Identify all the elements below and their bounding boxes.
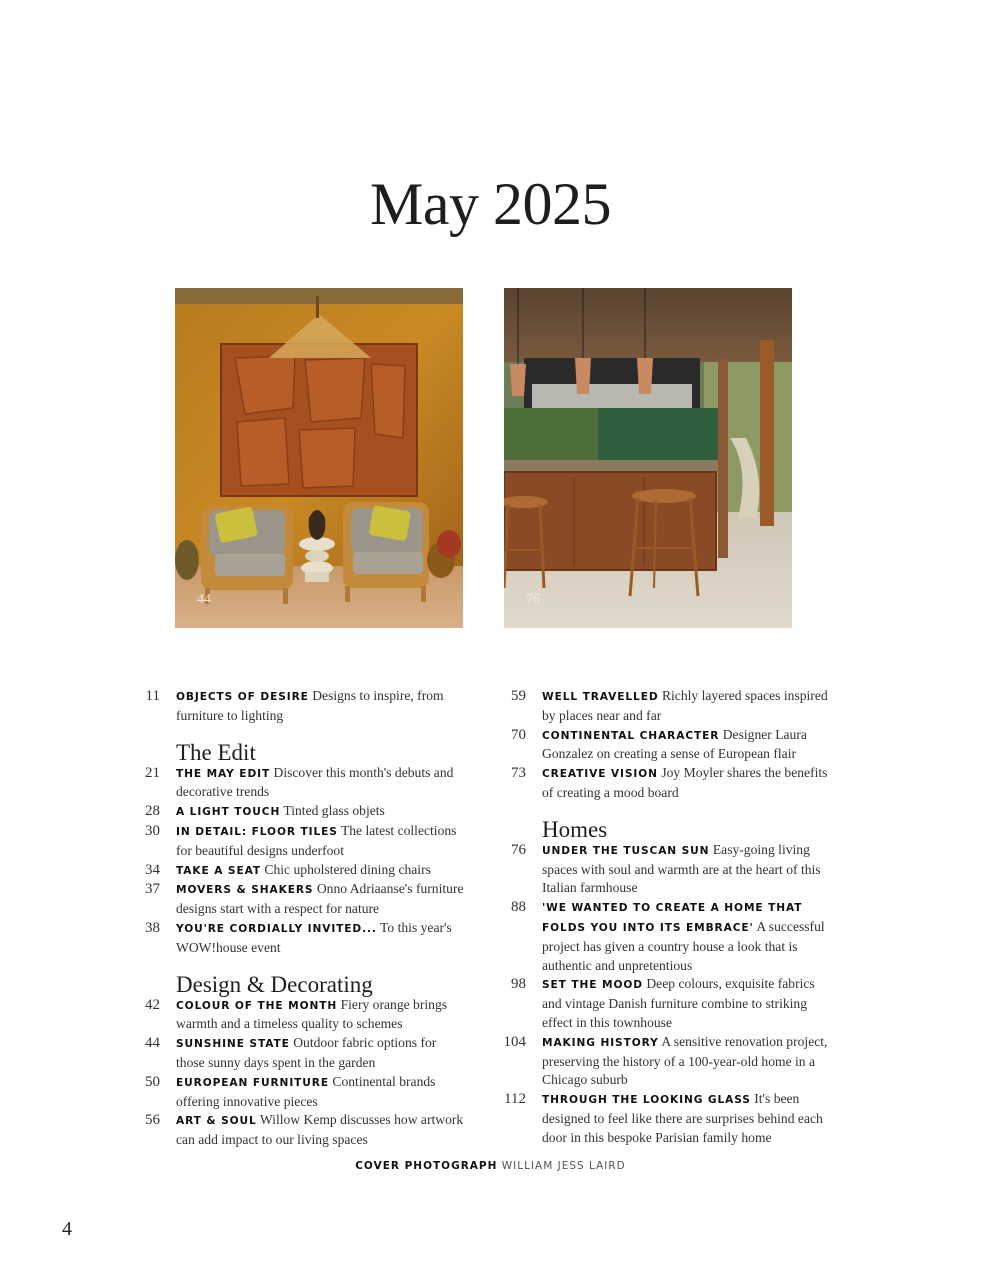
contents-entry[interactable] (145, 919, 468, 958)
entry-heading: 'WE WANTED TO CREATE A HOME THAT FOLDS YOU INTO ITS EMBRACE' (542, 902, 803, 934)
entry-page-number: 44 (145, 1035, 160, 1052)
entry-page-number: 21 (145, 764, 160, 781)
entry-heading: SET THE MOOD (542, 979, 643, 992)
contents-entry[interactable] (145, 1034, 468, 1073)
entry-heading: A LIGHT TOUCH (176, 806, 281, 819)
entry-description: Onno Adriaanse's furniture designs start with a respect for nature (176, 881, 464, 917)
entry-description: A sensitive renovation project, preserving the history of a 100-year-old home in a Chicago suburb (542, 1033, 828, 1088)
entry-heading: MOVERS & SHAKERS (176, 884, 314, 897)
entry-description: Tinted glass objets (283, 803, 385, 819)
entry-text (176, 764, 468, 803)
entry-heading: CONTINENTAL CHARACTER (542, 729, 720, 742)
contents-entry[interactable] (145, 996, 468, 1035)
photo-page-number: 44 (197, 592, 211, 607)
entry-page-number: 56 (145, 1112, 160, 1129)
contents-entry[interactable] (145, 764, 468, 803)
credit-label: COVER PHOTOGRAPH (355, 1160, 498, 1172)
page-title: May 2025 (370, 171, 611, 237)
entry-description: The latest collections for beautiful designs underfoot (176, 822, 457, 858)
entry-page-number: 30 (145, 822, 160, 839)
entry-text (542, 898, 834, 975)
entry-text (542, 1033, 834, 1090)
entry-heading: COLOUR OF THE MONTH (176, 999, 338, 1012)
entry-description: Discover this month's debuts and decorative trends (176, 764, 454, 800)
entry-text (542, 841, 834, 898)
entry-text (176, 1034, 468, 1073)
entry-description: Continental brands offering innovative pieces (176, 1073, 436, 1109)
entry-text (176, 687, 468, 726)
entry-heading: ART & SOUL (176, 1115, 257, 1128)
kitchen-photo-illustration (504, 288, 792, 628)
entry-text (176, 822, 468, 861)
entry-description: Fiery orange brings warmth and a timeless quality to schemes (176, 996, 448, 1032)
entry-heading: WELL TRAVELLED (542, 691, 659, 703)
contents-entry[interactable] (511, 726, 834, 765)
contents-entry[interactable] (511, 898, 834, 975)
entry-page-number: 70 (511, 726, 526, 743)
contents-entry[interactable] (145, 861, 468, 881)
entry-text (176, 1111, 468, 1150)
entry-page-number: 73 (511, 765, 526, 782)
contents-column-right (503, 687, 834, 1148)
entry-heading: UNDER THE TUSCAN SUN (542, 844, 710, 857)
entry-page-number: 104 (503, 1033, 526, 1050)
entry-heading: EUROPEAN FURNITURE (176, 1076, 329, 1089)
entry-heading: MAKING HISTORY (542, 1036, 659, 1049)
contents-entry[interactable] (145, 1073, 468, 1112)
entry-heading: YOU'RE CORDIALLY INVITED... (176, 922, 377, 935)
cover-photograph-credit (0, 1160, 981, 1172)
entry-heading: CREATIVE VISION (542, 768, 658, 781)
entry-page-number: 42 (145, 996, 160, 1013)
entry-page-number: 88 (511, 899, 526, 916)
photo-page-number: 76 (526, 592, 540, 607)
entry-text (176, 996, 468, 1035)
entry-page-number: 28 (145, 803, 160, 820)
entry-description: Richly layered spaces inspired by places near and far (542, 688, 828, 723)
entry-description: A successful project has given a country house a look that is authentic and unpretentious (542, 918, 825, 973)
contents-entry[interactable] (145, 880, 468, 919)
entry-description: Designer Laura Gonzalez on creating a sense of European flair (542, 726, 807, 762)
entry-heading: IN DETAIL: FLOOR TILES (176, 825, 338, 838)
entry-description: It's been designed to feel like there are surprises behind each door in this bespoke Parisian family home (542, 1091, 823, 1145)
entry-page-number: 37 (145, 881, 160, 898)
entry-heading: THROUGH THE LOOKING GLASS (542, 1094, 751, 1107)
entry-text (542, 764, 834, 803)
entry-page-number: 50 (145, 1073, 160, 1090)
entry-description: Outdoor fabric options for those sunny days spent in the garden (176, 1035, 437, 1070)
section-heading: The Edit (176, 739, 256, 765)
contents-entry[interactable] (145, 1111, 468, 1150)
entry-text (176, 1073, 468, 1112)
page-folio: 4 (62, 1218, 72, 1240)
entry-page-number: 38 (145, 919, 160, 936)
entry-heading: OBJECTS OF DESIRE (176, 691, 309, 703)
contents-entry[interactable] (511, 841, 834, 898)
contents-entry[interactable] (145, 687, 468, 726)
contents-entry[interactable] (511, 764, 834, 803)
contents-entry[interactable] (145, 822, 468, 861)
section-heading: Homes (542, 816, 608, 842)
contents-column-left (145, 687, 468, 1150)
feature-photo-kitchen[interactable] (504, 288, 792, 628)
entry-page-number: 98 (511, 976, 526, 993)
entry-description: Willow Kemp discusses how artwork can add impact to our living spaces (176, 1112, 464, 1148)
entry-description: Easy-going living spaces with soul and warmth are at the heart of this Italian farmhouse (542, 841, 821, 896)
contents-entry[interactable] (511, 687, 834, 726)
entry-page-number: 76 (511, 841, 526, 858)
contents-entry[interactable] (504, 1090, 834, 1147)
entry-text (542, 726, 834, 765)
contents-entry[interactable] (145, 802, 468, 822)
entry-text (542, 975, 834, 1032)
contents-entry[interactable] (503, 1033, 834, 1090)
entry-text (176, 919, 468, 958)
entry-heading: TAKE A SEAT (176, 864, 261, 877)
entry-page-number: 34 (145, 861, 160, 878)
feature-photo-interior[interactable] (175, 288, 463, 628)
contents-entry[interactable] (511, 975, 834, 1032)
entry-description: Deep colours, exquisite fabrics and vintage Danish furniture combine to striking effect in this townhouse (542, 976, 815, 1030)
interior-photo-illustration (175, 288, 463, 628)
entry-heading: SUNSHINE STATE (176, 1038, 290, 1051)
entry-page-number: 59 (511, 688, 526, 704)
entry-text (542, 1090, 834, 1147)
entry-description: Chic upholstered dining chairs (264, 861, 431, 877)
entry-description: To this year's WOW!house event (176, 919, 452, 955)
credit-name: WILLIAM JESS LAIRD (501, 1160, 626, 1172)
entry-description: Joy Moyler shares the benefits of creating a mood board (542, 765, 828, 800)
entry-text (542, 687, 834, 726)
entry-heading: THE MAY EDIT (176, 767, 271, 780)
entry-text (176, 880, 468, 919)
entry-description: Designs to inspire, from furniture to lighting (176, 688, 444, 723)
entry-page-number: 11 (145, 688, 160, 704)
section-heading: Design & Decorating (176, 971, 373, 997)
entry-text (176, 802, 468, 822)
entry-text (176, 861, 468, 881)
entry-page-number: 112 (504, 1091, 526, 1108)
